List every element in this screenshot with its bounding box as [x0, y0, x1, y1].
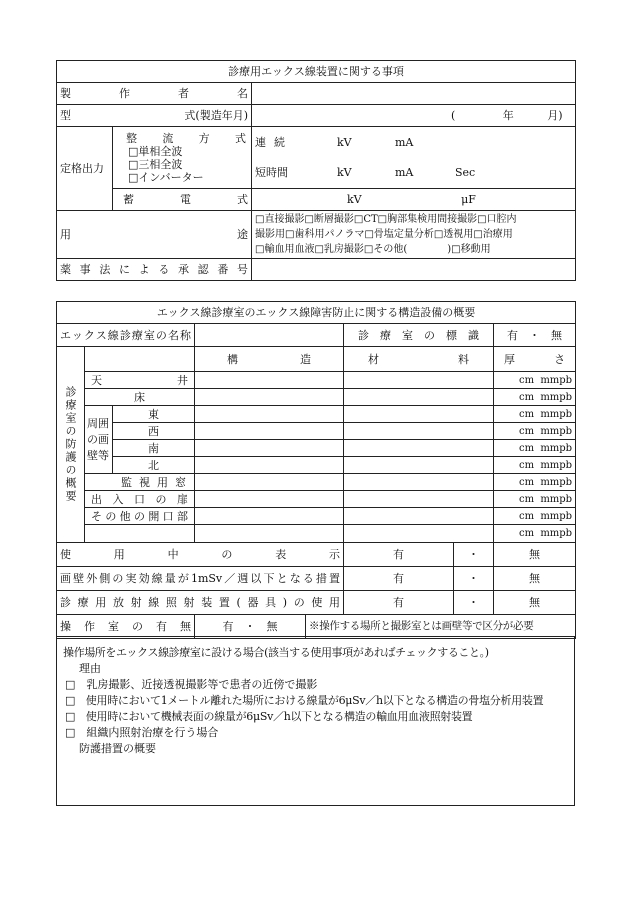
room-name-label: エックス線診療室の名称	[57, 324, 195, 347]
row-east: 東	[113, 406, 195, 423]
continuous-ma-unit: mA	[395, 135, 414, 149]
unit-mmpb: mmpb	[540, 408, 573, 420]
unit-mmpb: mmpb	[540, 459, 573, 471]
extra-structure[interactable]	[195, 525, 344, 543]
check-item-blood-irradiation[interactable]: □ 使用時において機械表面の線量が6μSv／h以下となる構造の輸血用血液照射装置	[65, 710, 473, 723]
check-item-mammography[interactable]: □ 乳房撮影、近接透視撮影等で患者の近傍で撮影	[65, 678, 318, 691]
purpose-line-1[interactable]: □直接撮影□断層撮影□CT□胸部集検用間接撮影□口腔内	[255, 214, 517, 225]
table-row	[57, 406, 576, 423]
floor-thickness[interactable]	[494, 389, 576, 406]
in-use-yes[interactable]: 有	[344, 543, 454, 567]
rect-option-single[interactable]: □単相全波	[128, 144, 183, 158]
short-kv-unit: kV	[337, 165, 352, 179]
window-material[interactable]	[344, 474, 494, 491]
model-label: 型	[60, 109, 71, 122]
sign-yes-no[interactable]: 有 ・ 無	[494, 324, 576, 347]
date-year: 年	[502, 109, 514, 122]
table-row	[57, 440, 576, 457]
section3-measures: 防護措置の概要	[79, 742, 156, 755]
unit-mmpb: mmpb	[540, 425, 573, 437]
col-thickness: 厚さ	[494, 347, 576, 372]
unit-cm: cm	[519, 476, 535, 488]
section3-intro: 操作場所をエックス線診療室に設ける場合(該当する使用事項があればチェックすること。)	[63, 646, 489, 659]
rect-option-three[interactable]: □三相全波	[128, 157, 183, 171]
unit-mmpb: mmpb	[540, 493, 573, 505]
door-material[interactable]	[344, 491, 494, 508]
in-use-no[interactable]: 無	[494, 543, 576, 567]
continuous-kv-unit: kV	[337, 135, 352, 149]
east-thickness[interactable]	[494, 406, 576, 423]
east-structure[interactable]	[195, 406, 344, 423]
ceiling-thickness[interactable]	[494, 372, 576, 389]
output-values-cell	[252, 127, 576, 189]
row-north: 北	[113, 457, 195, 474]
header-blank	[85, 347, 195, 372]
in-use-label: 使用中の表示	[57, 543, 344, 567]
extra-row-label[interactable]	[85, 525, 195, 543]
unit-cm: cm	[519, 425, 535, 437]
device-yes[interactable]: 有	[344, 591, 454, 615]
row-walls-group: 周囲の画壁等	[85, 406, 113, 474]
unit-cm: cm	[519, 510, 535, 522]
col-structure: 構造	[195, 347, 344, 372]
west-structure[interactable]	[195, 423, 344, 440]
sign-label: 診療室の標識	[344, 324, 494, 347]
dose-dot: ・	[454, 567, 494, 591]
row-south: 南	[113, 440, 195, 457]
table-row	[57, 508, 576, 525]
ceiling-material[interactable]	[344, 372, 494, 389]
unit-mmpb: mmpb	[540, 442, 573, 454]
model-field[interactable]	[252, 105, 576, 127]
approval-field[interactable]	[252, 259, 576, 281]
check-item-bone-analysis[interactable]: □ 使用時において1メートル離れた場所における線量が6μSv／h以下となる構造の骨塩分析用装置	[65, 694, 544, 707]
unit-cm: cm	[519, 459, 535, 471]
row-other-openings: その他の開口部	[85, 508, 195, 525]
date-open: (	[451, 109, 456, 122]
purpose-line-2[interactable]: 撮影用□歯科用パノラマ□骨塩定量分析□透視用□治療用	[255, 229, 513, 240]
rect-option-inverter[interactable]: □インバーター	[128, 170, 204, 184]
unit-cm: cm	[519, 442, 535, 454]
unit-cm: cm	[519, 493, 535, 505]
unit-cm: cm	[519, 391, 535, 403]
section2-title: エックス線診療室のエックス線障害防止に関する構造設備の概要	[57, 302, 576, 324]
device-dot: ・	[454, 591, 494, 615]
capacitor-label: 蓄電式	[113, 189, 252, 211]
device-label: 診療用放射線照射装置(器具)の使用	[57, 591, 344, 615]
south-material[interactable]	[344, 440, 494, 457]
row-ceiling: 天井	[85, 372, 195, 389]
room-name-field[interactable]	[195, 324, 344, 347]
west-material[interactable]	[344, 423, 494, 440]
purpose-line-3[interactable]: □輸血用血液□乳房撮影□その他( )□移動用	[255, 244, 491, 255]
manufacturer-label: 製作者名	[57, 83, 252, 105]
model-label-cell	[57, 105, 252, 127]
row-floor: 床	[85, 389, 195, 406]
rectification-cell	[113, 127, 252, 189]
protection-side-label: 診療室の防護の概要	[57, 347, 85, 543]
purpose-options[interactable]	[252, 211, 576, 259]
short-ma-unit: mA	[395, 165, 414, 179]
device-no[interactable]: 無	[494, 591, 576, 615]
operation-location-cell	[57, 637, 575, 806]
short-label: 短時間	[255, 165, 288, 179]
short-row	[255, 158, 572, 188]
table-row	[57, 389, 576, 406]
col-material: 材料	[344, 347, 494, 372]
purpose-label: 用途	[57, 211, 252, 259]
table-row	[57, 474, 576, 491]
unit-cm: cm	[519, 408, 535, 420]
table-row	[57, 372, 576, 389]
window-structure[interactable]	[195, 474, 344, 491]
floor-structure[interactable]	[195, 389, 344, 406]
section1-title: 診療用エックス線装置に関する事項	[57, 61, 576, 83]
floor-material[interactable]	[344, 389, 494, 406]
approval-label: 薬事法による承認番号	[57, 259, 252, 281]
operation-yes-no[interactable]: 有 ・ 無	[195, 615, 306, 639]
openings-structure[interactable]	[195, 508, 344, 525]
unit-mmpb: mmpb	[540, 528, 573, 539]
west-thickness[interactable]	[494, 423, 576, 440]
south-thickness[interactable]	[494, 440, 576, 457]
unit-cm: cm	[519, 374, 535, 386]
north-structure[interactable]	[195, 457, 344, 474]
openings-thickness[interactable]	[494, 508, 576, 525]
operation-location-table	[56, 636, 575, 806]
in-use-dot: ・	[454, 543, 494, 567]
operation-label: 操作室の有無	[57, 615, 195, 639]
rated-output-label: 定格出力	[57, 127, 113, 211]
row-window: 監視用窓	[85, 474, 195, 491]
section3-reason: 理由	[79, 662, 101, 675]
manufacturer-field[interactable]	[252, 83, 576, 105]
ceiling-structure[interactable]	[195, 372, 344, 389]
table-row	[57, 491, 576, 508]
row-door: 出入口の扉	[85, 491, 195, 508]
date-month: 月)	[547, 109, 563, 122]
continuous-label: 連続	[255, 135, 293, 149]
door-structure[interactable]	[195, 491, 344, 508]
short-sec-unit: Sec	[455, 165, 476, 179]
dose-yes[interactable]: 有	[344, 567, 454, 591]
table-row	[57, 457, 576, 474]
extra-material[interactable]	[344, 525, 494, 543]
operation-note: ※操作する場所と撮影室とは画壁等で区分が必要	[306, 615, 576, 639]
east-material[interactable]	[344, 406, 494, 423]
row-west: 西	[113, 423, 195, 440]
capacitor-kv-unit: kV	[347, 193, 362, 206]
check-item-interstitial[interactable]: □ 組織内照射治療を行う場合	[65, 726, 219, 739]
room-structure-table	[56, 301, 576, 639]
unit-mmpb: mmpb	[540, 374, 573, 386]
openings-material[interactable]	[344, 508, 494, 525]
south-structure[interactable]	[195, 440, 344, 457]
capacitor-values	[252, 189, 576, 211]
extra-thickness[interactable]	[494, 525, 576, 543]
north-material[interactable]	[344, 457, 494, 474]
unit-cm: cm	[519, 528, 535, 539]
model-suffix: 式(製造年月)	[184, 109, 248, 122]
unit-mmpb: mmpb	[540, 391, 573, 403]
capacitor-uf-unit: μF	[461, 193, 476, 206]
rectification-label: 整流方式	[126, 131, 246, 145]
dose-label: 画壁外側の実効線量が1mSv／週以下となる措置	[57, 567, 344, 591]
north-thickness[interactable]	[494, 457, 576, 474]
table-row	[57, 525, 576, 543]
unit-mmpb: mmpb	[540, 476, 573, 488]
dose-no[interactable]: 無	[494, 567, 576, 591]
window-thickness[interactable]	[494, 474, 576, 491]
table-row	[57, 423, 576, 440]
xray-device-table	[56, 60, 576, 281]
continuous-row	[255, 128, 572, 158]
door-thickness[interactable]	[494, 491, 576, 508]
unit-mmpb: mmpb	[540, 510, 573, 522]
